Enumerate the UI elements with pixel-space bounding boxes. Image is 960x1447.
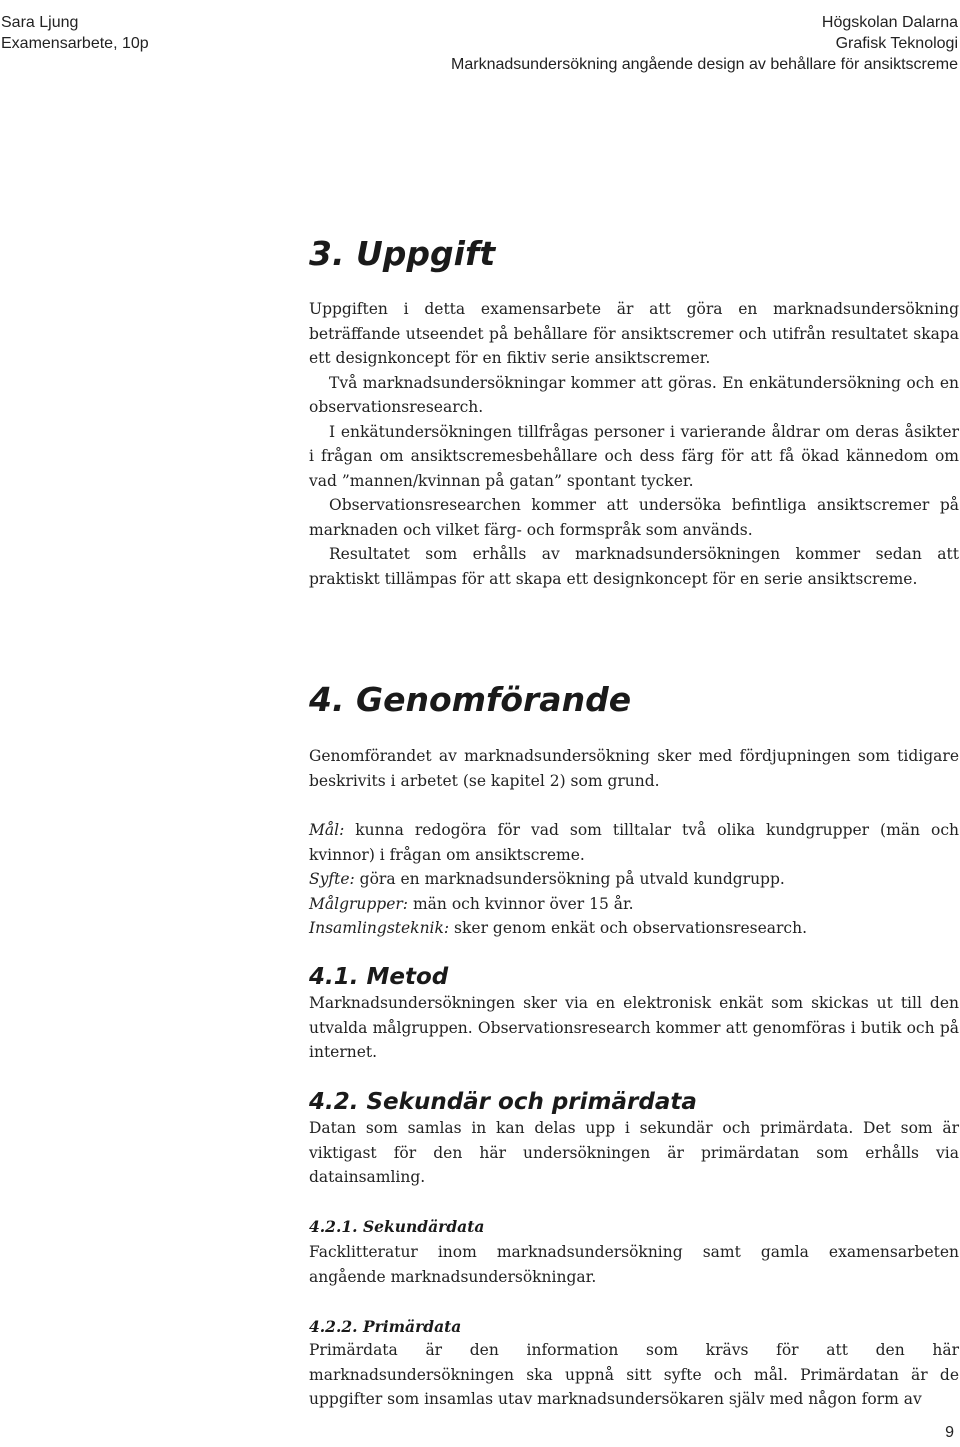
paragraph: Primärdata är den information som krävs för att den här marknadsundersökningen ska uppnå sitt syfte och mål. Primärdatan är de uppgifter som insamlas utav marknadsundersökaren själv med någon form av xyxy=(309,1341,959,1408)
thesis-type: Examensarbete, 10p xyxy=(1,35,149,52)
section-4-1-heading: 4.1. Metod xyxy=(309,964,449,990)
paragraph: Observationsresearchen kommer att undersöka befintliga ansiktscremer på marknaden och vilket färg- och formspråk som används. xyxy=(309,496,959,539)
page-number: 9 xyxy=(945,1424,954,1441)
goal-text: män och kvinnor över 15 år. xyxy=(408,894,634,913)
paragraph: I enkätundersökningen tillfrågas personer i varierande åldrar om deras åsikter i frågan om ansiktscremesbehållare och dess färg för att få ökad kännedom om vad ”mannen/kvinnan på gatan” spontant tycker. xyxy=(309,422,959,490)
section-4-2-body xyxy=(309,1116,959,1190)
department-name: Grafisk Teknologi xyxy=(835,35,958,52)
goal-item xyxy=(309,916,959,941)
goal-text: kunna redogöra för vad som tilltalar två olika kundgrupper (män och kvinnor) i frågan om ansiktscreme. xyxy=(309,821,959,864)
author-name: Sara Ljung xyxy=(1,14,79,31)
goal-item xyxy=(309,892,959,917)
goal-text: sker genom enkät och observationsresearch. xyxy=(449,919,808,937)
goal-label: Målgrupper: xyxy=(309,894,409,913)
goal-text: göra en marknadsundersökning på utvald kundgrupp. xyxy=(354,870,785,888)
paragraph: Genomförandet av marknadsundersökning sker med fördjupningen som tidigare beskrivits i arbetet (se kapitel 2) som grund. xyxy=(309,747,959,790)
goal-label: Mål: xyxy=(309,821,345,839)
section-3-heading: 3. Uppgift xyxy=(309,234,496,273)
goal-label: Insamlingsteknik: xyxy=(309,919,450,937)
paragraph: Marknadsundersökningen sker via en elektronisk enkät som skickas ut till den utvalda målgruppen. Observationsresearch kommer att genomföras i butik och på internet. xyxy=(309,994,959,1061)
paragraph: Uppgiften i detta examensarbete är att göra en marknadsundersökning beträffande utseendet på behållare för ansiktscremer och utifrån resultatet skapa ett designkoncept för en fiktiv serie ansiktscremer. xyxy=(309,300,959,367)
paragraph: Datan som samlas in kan delas upp i sekundär och primärdata. Det som är viktigast för den här undersökningen är primärdatan som erhålls via datainsamling. xyxy=(309,1119,959,1186)
section-4-1-body xyxy=(309,991,959,1065)
goal-item xyxy=(309,818,959,867)
thesis-title: Marknadsundersökning angående design av behållare för ansiktscreme xyxy=(451,56,958,73)
section-4-intro xyxy=(309,744,959,793)
goals-list xyxy=(309,818,959,941)
section-4-heading: 4. Genomförande xyxy=(309,680,632,719)
section-4-2-2-heading: 4.2.2. Primärdata xyxy=(309,1317,462,1336)
paragraph: Två marknadsundersökningar kommer att göras. En enkätundersökning och en observationsresearch. xyxy=(309,373,959,416)
paragraph: Resultatet som erhålls av marknadsundersökningen kommer sedan att praktiskt tillämpas för att skapa ett designkoncept för en serie ansiktscreme. xyxy=(309,545,959,588)
section-4-2-1-body xyxy=(309,1240,959,1289)
section-3-body xyxy=(309,297,959,591)
institution-name: Högskolan Dalarna xyxy=(821,14,958,31)
page-header-right xyxy=(451,12,958,75)
section-4-2-2-body xyxy=(309,1338,959,1412)
goal-item xyxy=(309,867,959,892)
section-4-2-heading: 4.2. Sekundär och primärdata xyxy=(309,1089,697,1115)
section-4-2-1-heading: 4.2.1. Sekundärdata xyxy=(309,1217,485,1236)
goal-label: Syfte: xyxy=(309,870,355,888)
page-header-left xyxy=(1,12,149,54)
paragraph: Facklitteratur inom marknadsundersökning samt gamla examensarbeten angående marknadsundersökningar. xyxy=(309,1243,959,1286)
